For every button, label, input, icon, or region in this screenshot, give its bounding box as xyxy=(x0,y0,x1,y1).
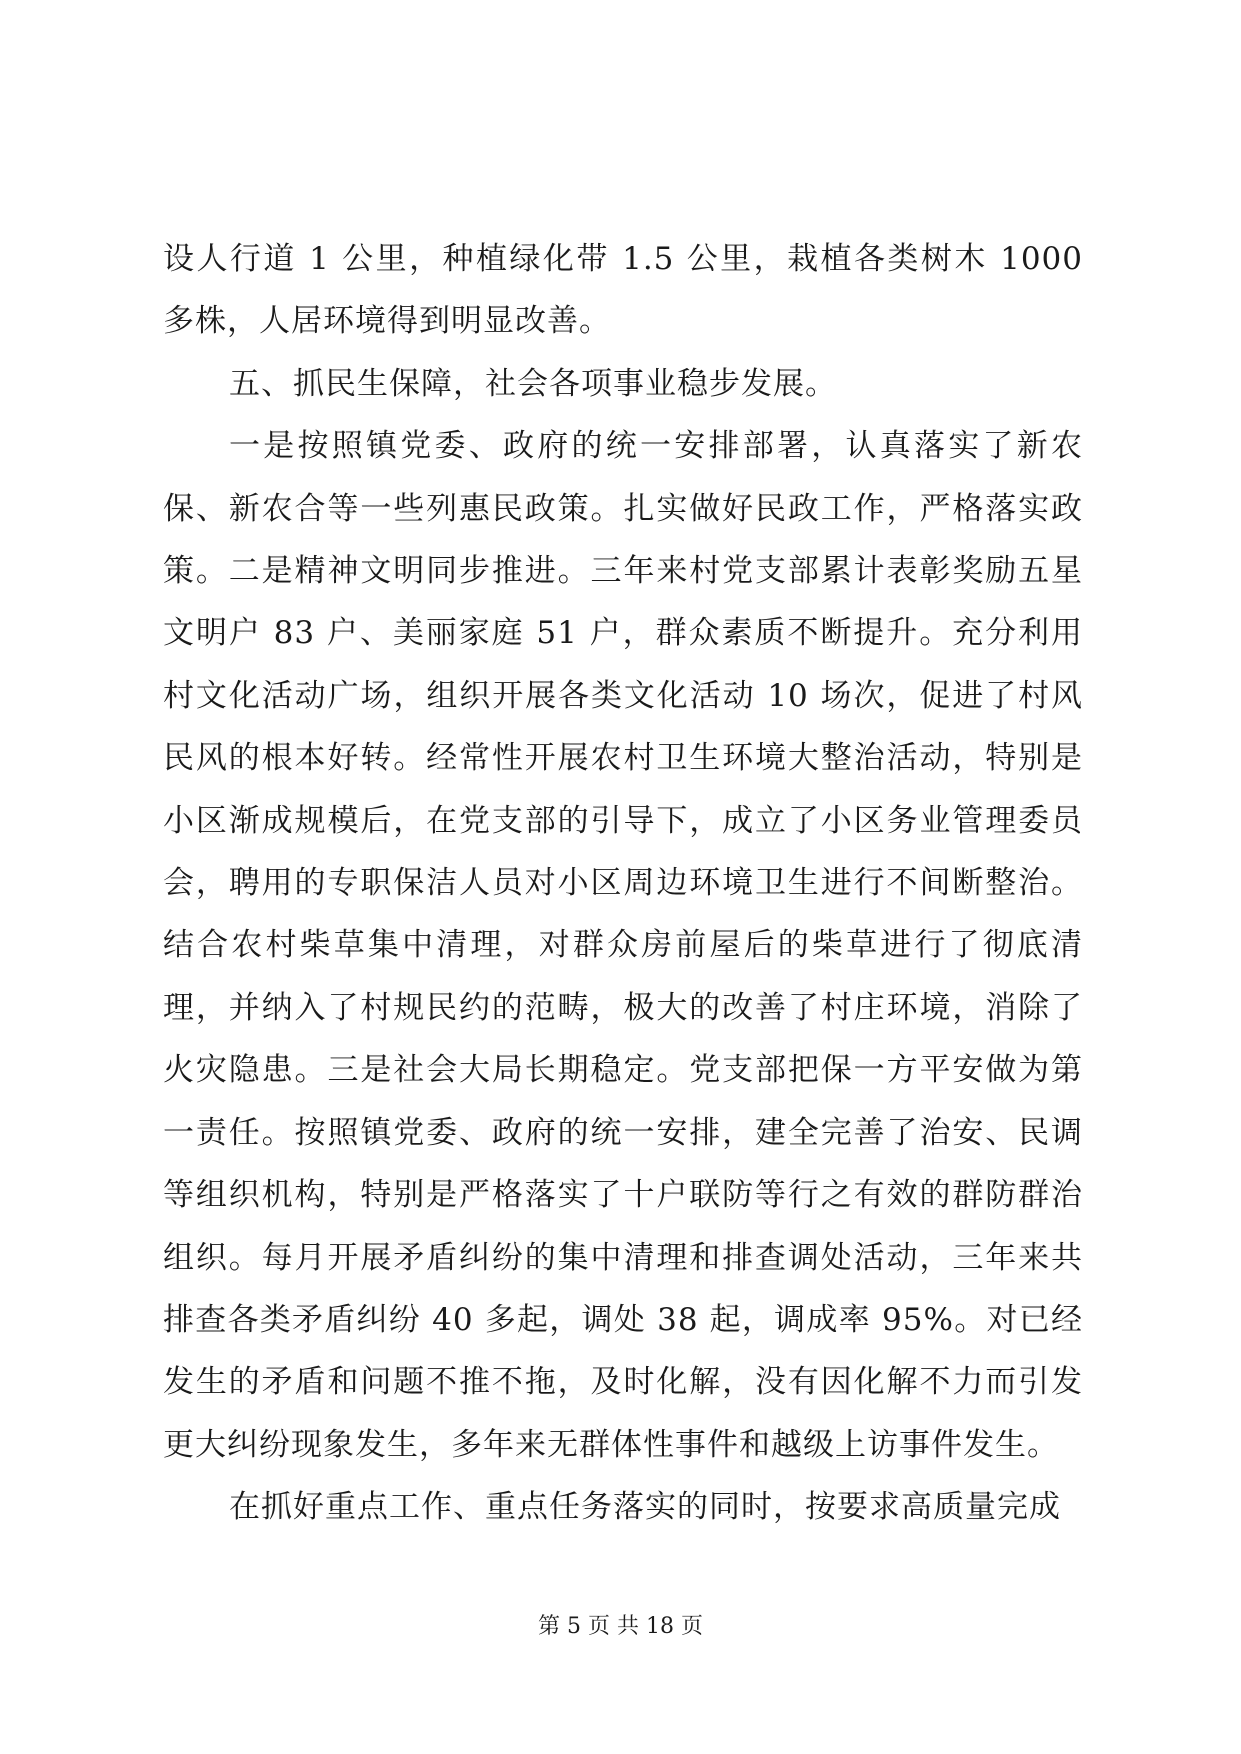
document-body xyxy=(163,228,1083,1539)
section-heading-five: 五、抓民生保障，社会各项事业稳步发展。 xyxy=(229,365,837,402)
paragraph-closing: 在抓好重点工作、重点任务落实的同时，按要求高质量完成 xyxy=(229,1489,1061,1526)
page-footer: 第 5 页 共 18 页 xyxy=(538,1614,703,1639)
paragraph-livelihood: 一是按照镇党委、政府的统一安排部署，认真落实了新农保、新农合等一些列惠民政策。扎实做好民政工作，严格落实政策。二是精神文明同步推进。三年来村党支部累计表彰奖励五星文明户 83 户、美丽家庭 51 户，群众素质不断提升。充分利用村文化活动广场，组织开展各类文化活动 10 场次，促进了村风民风的根本好转。经常性开展农村卫生环境大整治活动，特别是小区渐成规模后，在党支部的引导下，成立了小区务业管理委员会，聘用的专职保洁人员对小区周边环境卫生进行不间断整治。结合农村柴草集中清理，对群众房前屋后的柴草进行了彻底清理，并纳入了村规民约的范畴，极大的改善了村庄环境，消除了火灾隐患。三是社会大局长期稳定。党支部把保一方平安做为第一责任。按照镇党委、政府的统一安排，建全完善了治安、民调等组织机构，特别是严格落实了十户联防等行之有效的群防群治组织。每月开展矛盾纠纷的集中清理和排查调处活动，三年来共排查各类矛盾纠纷 40 多起，调处 38 起，调成率 95%。对已经发生的矛盾和问题不推不拖，及时化解，没有因化解不力而引发更大纠纷现象发生，多年来无群体性事件和越级上访事件发生。 xyxy=(163,428,1083,1463)
paragraph-continuation: 设人行道 1 公里，种植绿化带 1.5 公里，栽植各类树木 1000 多株，人居环境得到明显改善。 xyxy=(163,241,1083,340)
